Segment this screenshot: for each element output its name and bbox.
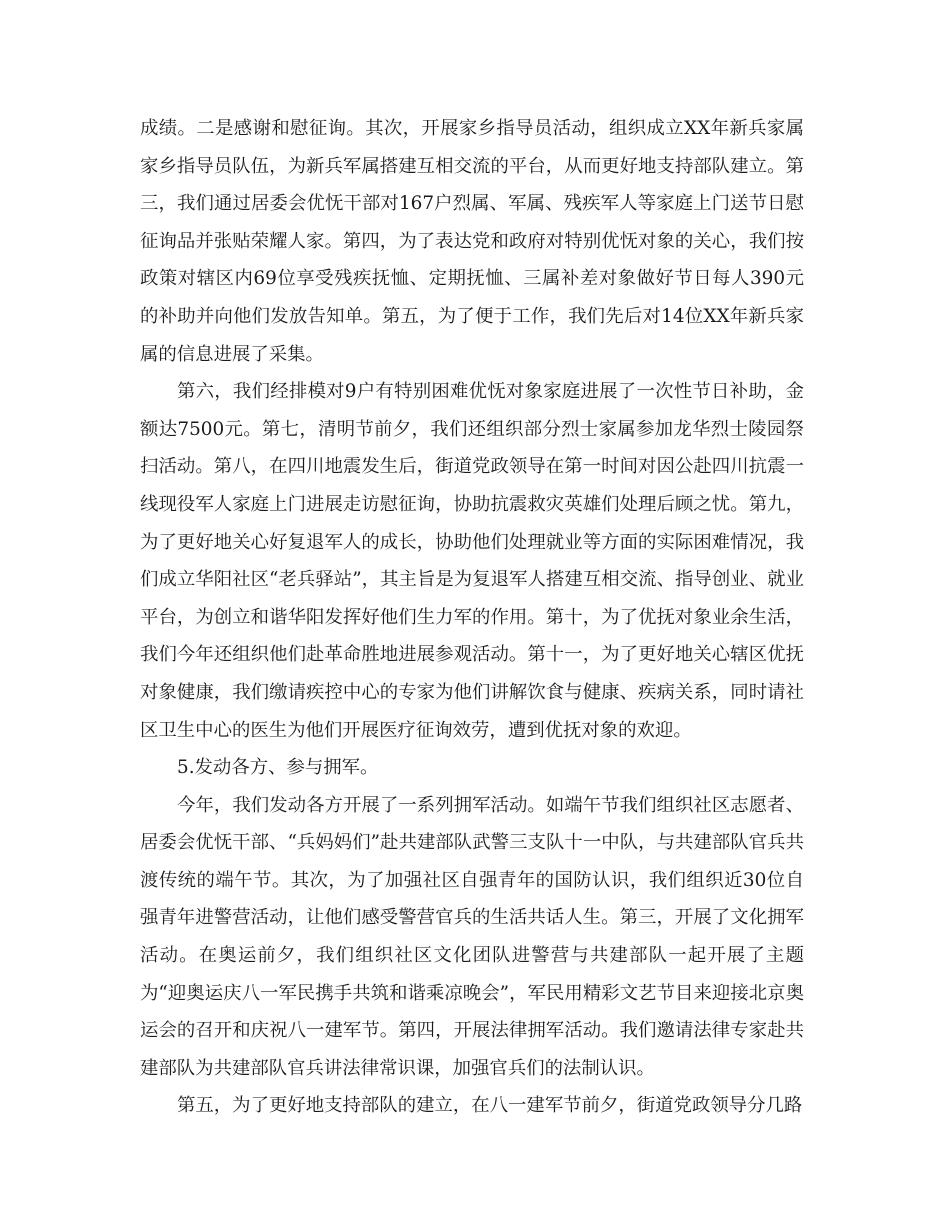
section-heading: 5.发动各方、参与拥军。: [177, 757, 379, 779]
paragraph-3: 今年，我们发动各方开展了一系列拥军活动。如端午节我们组织社区志愿者、居委会优怃干部、“兵妈妈们”赴共建部队武警三支队十一中队，与共建部队官兵共渡传统的端午节。其次，为了加强社区自强青年的国防认识，我们组织近30位自强青年进警营活动，让他们感受警营官兵的生活共话人生。第三，开展了文化拥军活动。在奥运前夕，我们组织社区文化团队进警营与共建部队一起开展了主题为“迎奥运庆八一军民携手共筑和谐乘凉晚会”，军民用精彩文艺节目来迎接北京奥运会的召开和庆祝八一建军节。第四，开展法律拥军活动。我们邀请法律专家赴共建部队为共建部队官兵讲法律常识课，加强官兵们的法制认识。: [140, 794, 804, 1079]
paragraph-2: 第六，我们经排模对9户有特别困难优怃对象家庭进展了一次性节日补助，金额达7500元。第七，清明节前夕，我们还组织部分烈士家属参加龙华烈士陵园祭扫活动。第八，在四川地震发生后，街道党政领导在第一时间对因公赴四川抗震一线现役军人家庭上门进展走访慰征询，协助抗震救灾英雄们处理后顾之忧。第九，为了更好地关心好复退军人的成长，协助他们处理就业等方面的实际困难情况，我们成立华阳社区“老兵驿站”，其主旨是为复退军人搭建互相交流、指导创业、就业平台，为创立和谐华阳发挥好他们生力军的作用。第十，为了优抚对象业余生活，我们今年还组织他们赴革命胜地进展参观活动。第十一，为了更好地关心辖区优抚对象健康，我们缴请疾控中心的专家为他们讲解饮食与健康、疾病关系，同时请社区卫生中心的医生为他们开展医疗征询效劳，遭到优抚对象的欢迎。: [140, 381, 804, 741]
document-body: [140, 110, 804, 1125]
paragraph-4: 第五，为了更好地支持部队的建立，在八一建军节前夕，街道党政领导分几路: [177, 1095, 803, 1117]
paragraph-1: 成绩。二是感谢和慰征询。其次，开展家乡指导员活动，组织成立XX年新兵家属家乡指导员队伍，为新兵军属搭建互相交流的平台，从而更好地支持部队建立。第三，我们通过居委会优怃干部对167户烈属、军属、残疾军人等家庭上门送节日慰征询品并张贴荣耀人家。第四，为了表达党和政府对特别优怃对象的关心，我们按政策对辖区内69位享受残疾抚恤、定期抚恤、三属补差对象做好节日每人390元的补助并向他们发放告知单。第五，为了便于工作，我们先后对14位XX年新兵家属的信息进展了采集。: [140, 118, 804, 365]
